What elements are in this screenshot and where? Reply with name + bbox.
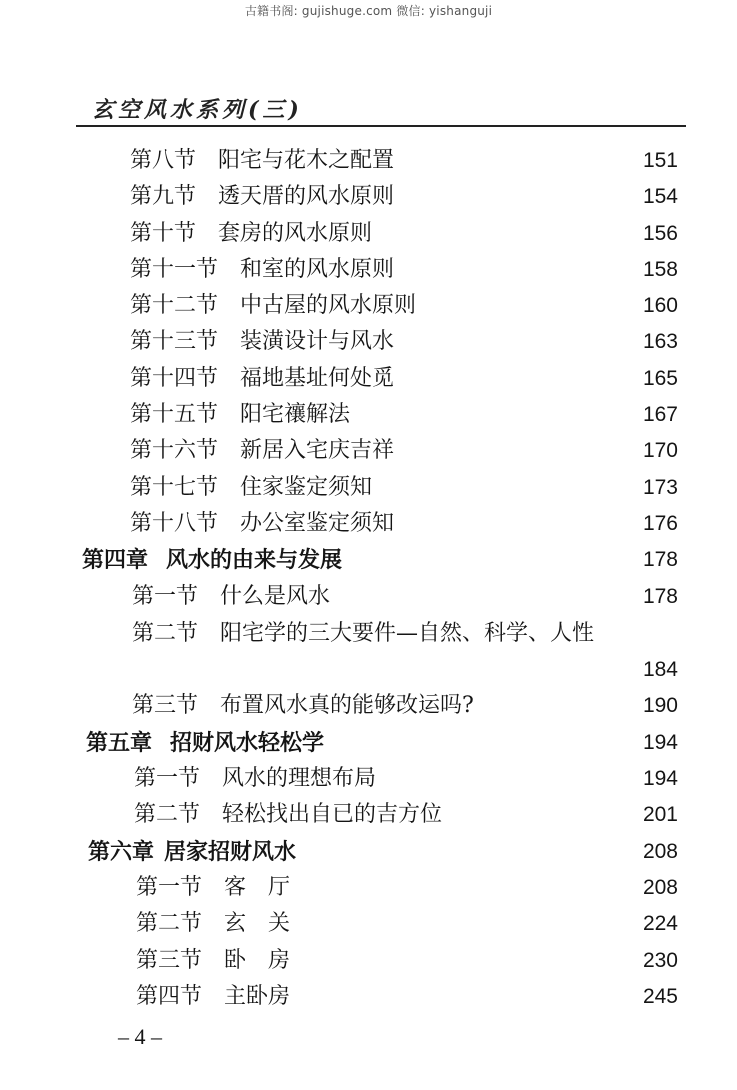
section-title: 布置风水真的能够改运吗? [220,693,474,718]
section-title: 透天厝的风水原则 [218,184,395,209]
section-number: 第十节 [130,221,197,246]
watermark: 古籍书阁: gujishuge.com 微信: yishanguji [244,4,493,18]
section-number: 第十六节 [130,438,219,463]
dot-leader [96,653,628,687]
dot-leader [404,362,628,396]
page-ref: 201 [642,803,678,826]
toc-entry [134,762,678,796]
section-title: 中古屋的风水原则 [240,293,417,318]
dot-leader [452,798,628,832]
toc-entry [136,907,678,941]
toc-entry [130,217,678,251]
toc-entry [132,580,678,614]
toc-entry [130,471,678,505]
page-ref: 245 [642,985,678,1008]
section-title: 什么是风水 [220,584,331,609]
page-ref: 158 [642,258,678,281]
section-number: 第三节 [136,948,203,973]
chapter-number: 第六章 [88,839,155,865]
section-title: 阳宅禳解法 [240,402,351,427]
page-ref: 190 [642,694,678,717]
toc-entry [130,253,678,287]
section-title: 玄 关 [224,911,291,936]
toc-chapter-entry [82,543,678,577]
page-ref: 176 [642,512,678,535]
page-ref: 151 [642,149,678,172]
section-title: 装潢设计与风水 [240,329,395,354]
section-number: 第八节 [130,148,197,173]
dot-leader [300,944,628,978]
dot-leader [404,253,628,287]
dot-leader [300,980,628,1014]
toc-entry [130,180,678,214]
section-title: 阳宅与花木之配置 [218,148,395,173]
page-ref: 178 [642,548,678,571]
toc-chapter-entry [88,835,678,869]
page-ref: 208 [642,840,678,863]
section-title: 主卧房 [224,984,291,1009]
section-number: 第十三节 [130,329,219,354]
toc-entry [136,871,678,905]
dot-leader [404,507,628,541]
section-number: 第十七节 [130,475,219,500]
section-title: 福地基址何处觅 [240,366,395,391]
dot-leader [300,907,628,941]
page-ref: 156 [642,222,678,245]
section-title: 卧 房 [224,948,291,973]
dot-leader [306,835,628,869]
toc-entry [134,798,678,832]
section-number: 第一节 [136,875,203,900]
page-ref: 167 [642,403,678,426]
section-title: 套房的风水原则 [218,221,373,246]
dot-leader [404,434,628,468]
section-title: 办公室鉴定须知 [240,511,395,536]
dot-leader [340,580,628,614]
dot-leader [300,871,628,905]
dot-leader [404,180,628,214]
chapter-number: 第四章 [82,547,149,573]
toc-entry [130,325,678,359]
section-number: 第三节 [132,693,199,718]
page-ref: 170 [642,439,678,462]
page-ref: 194 [642,767,678,790]
page-number: – 4 – [118,1024,162,1049]
toc-entry [130,144,678,178]
dot-leader [404,325,628,359]
toc-entry [132,617,678,651]
page-ref: 154 [642,185,678,208]
chapter-title: 风水的由来与发展 [166,547,343,573]
section-number: 第十二节 [130,293,219,318]
section-title: 住家鉴定须知 [240,475,373,500]
section-title: 轻松找出自已的吉方位 [222,802,443,827]
section-title: 和室的风水原则 [240,257,395,282]
page-ref: 184 [642,658,678,681]
dot-leader [382,471,628,505]
page-ref: 208 [642,876,678,899]
toc-entry [130,398,678,432]
toc-entry [130,434,678,468]
page-ref: 160 [642,294,678,317]
dot-leader [360,398,628,432]
toc-chapter-entry [86,726,678,760]
section-number: 第一节 [132,584,199,609]
section-title: 风水的理想布局 [222,766,377,791]
dot-leader [484,689,628,723]
running-header-title: 玄空风水系列(三) [92,97,303,123]
dot-leader [386,762,628,796]
section-number: 第十八节 [130,511,219,536]
section-number: 第一节 [134,766,201,791]
header-rule [76,125,686,127]
section-number: 第二节 [136,911,203,936]
page-ref: 194 [642,731,678,754]
section-number: 第十四节 [130,366,219,391]
page-ref: 178 [642,585,678,608]
toc-entry [130,289,678,323]
section-title: 客 厅 [224,875,291,900]
chapter-number: 第五章 [86,730,153,756]
dot-leader [334,726,628,760]
page-ref: 230 [642,949,678,972]
page-ref: 165 [642,367,678,390]
section-number: 第十五节 [130,402,219,427]
dot-leader [352,543,628,577]
toc-entry [136,944,678,978]
toc-entry [132,689,678,723]
page-ref: 224 [642,912,678,935]
toc-entry-continuation [96,653,678,687]
dot-leader [404,144,628,178]
section-number: 第二节 [134,802,201,827]
page-ref: 163 [642,330,678,353]
chapter-title: 居家招财风水 [164,839,297,865]
section-number: 第九节 [130,184,197,209]
toc-entry [136,980,678,1014]
section-title: 新居入宅庆吉祥 [240,438,395,463]
section-title: 阳宅学的三大要件—自然、科学、人性 [220,621,595,646]
section-number: 第四节 [136,984,203,1009]
page-ref: 173 [642,476,678,499]
section-number: 第二节 [132,621,199,646]
dot-leader [382,217,628,251]
toc-entry [130,362,678,396]
section-number: 第十一节 [130,257,219,282]
toc-entry [130,507,678,541]
chapter-title: 招财风水轻松学 [170,730,325,756]
dot-leader [426,289,628,323]
